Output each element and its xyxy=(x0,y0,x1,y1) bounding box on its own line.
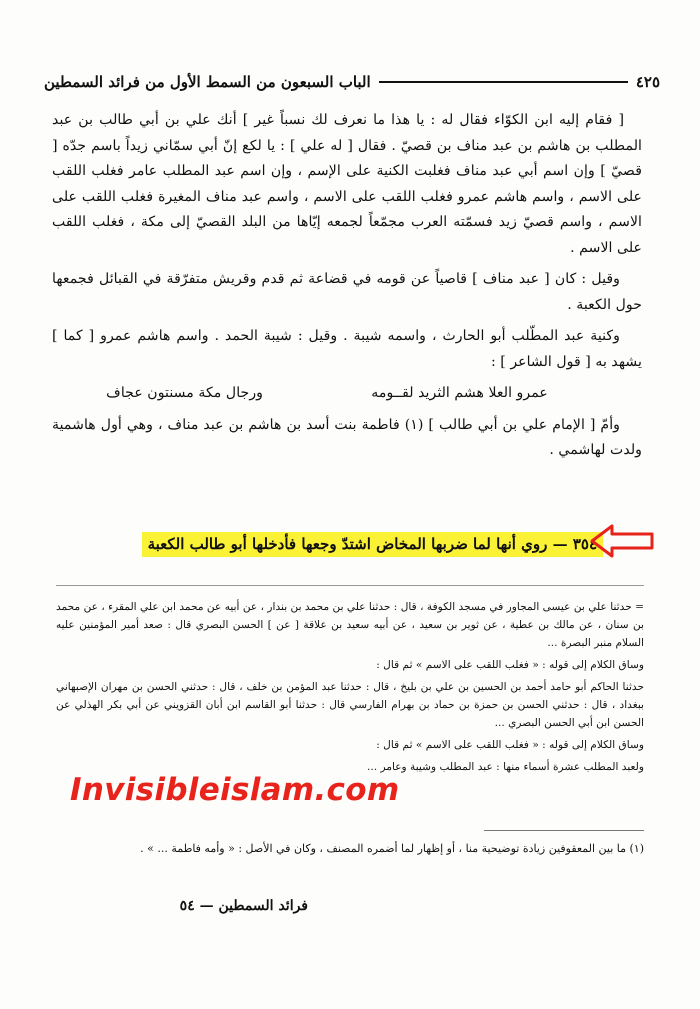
red-arrow-icon xyxy=(590,524,656,558)
paragraph-2: وقيل : كان [ عبد مناف ] قاصياً عن قومه في قضاعة ثم قدم وقريش متفرّقة في القبائل فجمعها حول الكعبة . xyxy=(52,271,642,313)
source-notes xyxy=(56,598,644,780)
hadith-text: — روي أنها لما ضربها المخاض اشتدّ وجعها فأدخلها أبو طالب الكعبة xyxy=(147,535,568,553)
section-divider xyxy=(56,585,644,586)
footnote xyxy=(56,840,644,858)
running-header xyxy=(44,68,660,96)
paragraph-3: وكنية عبد المطّلب أبو الحارث ، واسمه شيبة . وقيل : شيبة الحمد . واسم هاشم عمرو [ كما ] يشهد به [ قول الشاعر ] : xyxy=(52,328,642,370)
watermark-text: Invisibleislam.com xyxy=(70,772,400,808)
header-title: الباب السبعون من السمط الأول من فرائد السمطين xyxy=(44,73,371,91)
note-5: ولعبد المطلب عشرة أسماء منها : عبد المطلب وشيبة وعامر ... xyxy=(367,761,644,773)
hadith-number: ٣٥٤ xyxy=(572,535,597,553)
note-3: حدثنا الحاكم أبو حامد أحمد بن الحسين بن علي بن بليخ ، قال : حدثنا عبد المؤمن بن خلف ، قال : حدثني الحسن بن مهران الإصبهاني ببغداد ، قال : حدثني الحسن بن حمزة بن حماد بن بهرام الفارسي قال : حدثنا أبو القاسم ابن أبان القزويني عن أبي بكر الهذلي عن الحسن ابن أبي الحسن البصري ... xyxy=(56,681,644,729)
header-rule xyxy=(379,81,628,83)
footnote-text: (١) ما بين المعقوفين زيادة توضيحية منا ، أو إظهار لما أضمره المصنف ، وكان في الأصل : « وأمه فاطمة ... » . xyxy=(140,842,644,855)
note-2: وساق الكلام إلى قوله : « فغلب اللقب على الاسم » ثم قال : xyxy=(376,659,644,671)
page-footer: فرائد السمطين — ٥٤ xyxy=(179,898,308,914)
poetry-verse xyxy=(52,381,602,407)
verse-second-hemistich: ورجال مكة مسنتون عجاف xyxy=(106,385,264,401)
page-number: ٤٢٥ xyxy=(635,73,660,91)
main-text xyxy=(52,108,642,470)
footnote-rule xyxy=(484,830,644,831)
hadith-highlight xyxy=(142,532,603,557)
note-1: = حدثنا علي بن عيسى المجاور في مسجد الكوفة ، قال : حدثنا علي بن محمد بن بندار ، عن أبيه عن محمد ابن علي المقرء ، عن محمد بن سنان ، عن مالك بن عطية ، عن ثوير بن سعيد ، عن أبيه سعيد بن علاقة [ عن ] الحسن البصري قال : صعد أمير المؤمنين عليه السلام منبر البصرة ... xyxy=(56,601,644,649)
paragraph-4: وأمّ [ الإمام علي بن أبي طالب ] (١) فاطمة بنت أسد بن هاشم بن عبد مناف ، وهي أول هاشمية ولدت لهاشمي . xyxy=(52,416,642,458)
note-4: وساق الكلام إلى قوله : « فغلب اللقب على الاسم » ثم قال : xyxy=(376,739,644,751)
paragraph-1: [ فقام إليه ابن الكوّاء فقال له : يا هذا ما نعرف لك نسباً غير ] أنك علي بن أبي طالب بن عبد المطلب بن هاشم بن عبد مناف بن قصيّ . فقال [ له علي ] : يا لكع إنّ أبي سمّاني زيداً باسم جدّه [ قصيّ ] وإن اسم أبي عبد مناف فغلبت الكنية على الإسم ، وإن اسم عبد المطلب عامر فغلب اللقب على الاسم ، واسم هاشم عمرو فغلب اللقب على الاسم ، واسم عبد مناف المغيرة فغلب اللقب على الاسم ، واسم قصيّ زيد فسمّته العرب مجمّعاً لجمعه إيّاها من البلد القصيّ إلى مكة ، فغلب اللقب على الاسم . xyxy=(52,112,642,256)
verse-first-hemistich: عمرو العلا هشم الثريد لقــومه xyxy=(371,385,548,401)
